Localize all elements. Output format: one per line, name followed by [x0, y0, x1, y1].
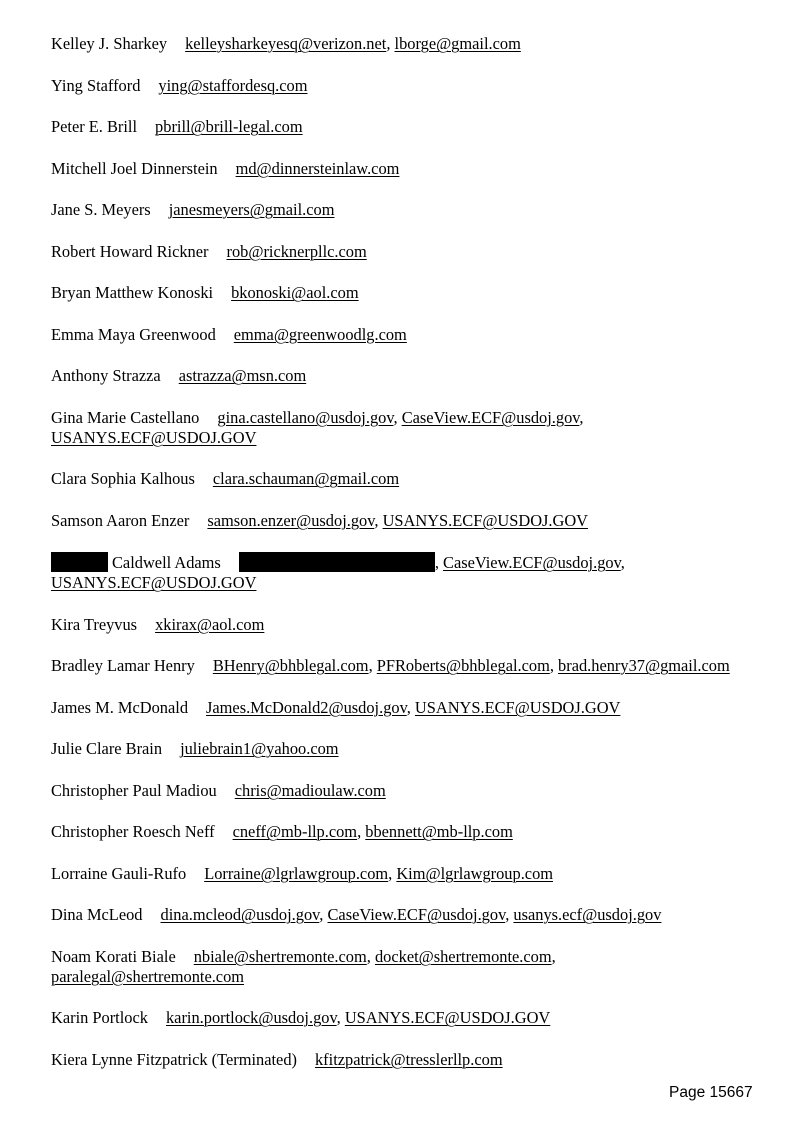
email-link[interactable]: CaseView.ECF@usdoj.gov: [401, 407, 580, 427]
email-link[interactable]: BHenry@bhblegal.com: [212, 656, 369, 675]
attorney-name: Emma Maya Greenwood: [51, 324, 216, 344]
list-item: [51, 76, 751, 96]
email-link[interactable]: usanys.ecf@usdoj.gov: [513, 905, 662, 924]
email-link[interactable]: chris@madioulaw.com: [234, 780, 386, 800]
list-item: [51, 200, 751, 220]
list-item: [51, 325, 751, 345]
email-link[interactable]: xkirax@aol.com: [155, 614, 265, 634]
attorney-name: Gina Marie Castellano: [51, 407, 200, 427]
list-item: Dina McLeod dina.mcleod@usdoj.gov, CaseView.ECF@usdoj.gov, usanys.ecf@usdoj.gov: [51, 905, 662, 924]
attorney-name: Noam Korati Biale: [51, 946, 176, 966]
email-link[interactable]: ying@staffordesq.com: [158, 75, 308, 95]
list-item: [51, 469, 751, 489]
list-item: Gina Marie Castellano gina.castellano@usdoj.gov, CaseView.ECF@usdoj.gov, USANYS.ECF@USDOJ.GOV: [51, 407, 584, 447]
email-link[interactable]: USANYS.ECF@USDOJ.GOV: [382, 510, 589, 530]
email-link[interactable]: samson.enzer@usdoj.gov: [207, 510, 375, 530]
attorney-name: Lorraine Gauli-Rufo: [51, 863, 187, 883]
attorney-name: Dina McLeod: [51, 905, 143, 924]
email-link[interactable]: brad.henry37@gmail.com: [558, 656, 730, 675]
email-link[interactable]: Kim@lgrlawgroup.com: [396, 863, 554, 883]
email-link[interactable]: bkonoski@aol.com: [231, 283, 359, 302]
email-link[interactable]: rob@ricknerpllc.com: [226, 241, 367, 261]
list-item: [51, 159, 751, 179]
attorney-name: Christopher Roesch Neff: [51, 822, 215, 841]
email-link[interactable]: nbiale@shertremonte.com: [193, 946, 367, 966]
attorney-name: Clara Sophia Kalhous: [51, 469, 195, 488]
list-item: Lorraine Gauli-Rufo Lorraine@lgrlawgroup.com, Kim@lgrlawgroup.com: [51, 863, 554, 883]
attorney-name: Mitchell Joel Dinnerstein: [51, 158, 218, 178]
email-link[interactable]: docket@shertremonte.com: [374, 946, 552, 966]
email-link[interactable]: CaseView.ECF@usdoj.gov: [443, 553, 621, 572]
email-link[interactable]: md@dinnersteinlaw.com: [235, 158, 400, 178]
email-link[interactable]: James.McDonald2@usdoj.gov: [206, 697, 407, 717]
list-item: Samson Aaron Enzer samson.enzer@usdoj.gov, USANYS.ECF@USDOJ.GOV: [51, 510, 589, 530]
attorney-name: James M. McDonald: [51, 697, 189, 717]
attorney-name: Anthony Strazza: [51, 366, 161, 385]
attorney-name: Kelley J. Sharkey: [51, 34, 168, 53]
email-link[interactable]: USANYS.ECF@USDOJ.GOV: [414, 697, 621, 717]
list-item: Caldwell Adams , CaseView.ECF@usdoj.gov, USANYS.ECF@USDOJ.GOV: [51, 553, 625, 592]
email-link[interactable]: pbrill@brill-legal.com: [155, 117, 303, 136]
email-link[interactable]: Lorraine@lgrlawgroup.com: [204, 863, 389, 883]
attorney-name: Kira Treyvus: [51, 614, 138, 634]
list-item: Karin Portlock karin.portlock@usdoj.gov, USANYS.ECF@USDOJ.GOV: [51, 1008, 551, 1027]
email-link[interactable]: juliebrain1@yahoo.com: [180, 739, 339, 758]
attorney-name: Bryan Matthew Konoski: [51, 283, 214, 302]
attorney-name: Christopher Paul Madiou: [51, 780, 217, 800]
attorney-name: Caldwell Adams: [112, 553, 221, 572]
email-link[interactable]: CaseView.ECF@usdoj.gov: [327, 905, 506, 924]
email-link[interactable]: janesmeyers@gmail.com: [168, 200, 335, 219]
email-link[interactable]: paralegal@shertremonte.com: [51, 966, 245, 986]
list-item: Noam Korati Biale nbiale@shertremonte.com, docket@shertremonte.com, paralegal@shertremonte.com: [51, 946, 556, 986]
email-link[interactable]: astrazza@msn.com: [178, 366, 307, 385]
service-list: [51, 34, 751, 1084]
redaction-box: [239, 552, 435, 572]
list-item: [51, 615, 751, 635]
attorney-name: Robert Howard Rickner: [51, 241, 209, 261]
email-link[interactable]: USANYS.ECF@USDOJ.GOV: [51, 573, 257, 592]
attorney-name: Peter E. Brill: [51, 117, 138, 136]
email-link[interactable]: kelleysharkeyesq@verizon.net: [185, 34, 387, 53]
list-item: [51, 1050, 751, 1070]
list-item: [51, 739, 751, 759]
attorney-name: Kiera Lynne Fitzpatrick (Terminated): [51, 1049, 297, 1069]
email-link[interactable]: USANYS.ECF@USDOJ.GOV: [51, 427, 257, 447]
list-item: [51, 117, 751, 137]
attorney-name: Samson Aaron Enzer: [51, 510, 190, 530]
email-link[interactable]: kfitzpatrick@tresslerllp.com: [314, 1049, 503, 1069]
email-link[interactable]: bbennett@mb-llp.com: [365, 822, 513, 841]
email-link[interactable]: gina.castellano@usdoj.gov: [217, 407, 394, 427]
email-link[interactable]: emma@greenwoodlg.com: [233, 324, 407, 344]
attorney-name: Julie Clare Brain: [51, 739, 163, 758]
list-item: [51, 366, 751, 386]
list-item: [51, 283, 751, 303]
redaction-box: [51, 552, 108, 572]
list-item: [51, 781, 751, 801]
list-item: James M. McDonald James.McDonald2@usdoj.gov, USANYS.ECF@USDOJ.GOV: [51, 697, 621, 717]
attorney-name: Ying Stafford: [51, 75, 141, 95]
list-item: Kelley J. Sharkey kelleysharkeyesq@verizon.net, lborge@gmail.com: [51, 34, 521, 53]
attorney-name: Karin Portlock: [51, 1008, 148, 1027]
list-item: Christopher Roesch Neff cneff@mb-llp.com, bbennett@mb-llp.com: [51, 822, 513, 841]
list-item: Bradley Lamar Henry BHenry@bhblegal.com, PFRoberts@bhblegal.com, brad.henry37@gmail.com: [51, 656, 730, 675]
email-link[interactable]: USANYS.ECF@USDOJ.GOV: [344, 1008, 551, 1027]
email-link[interactable]: karin.portlock@usdoj.gov: [165, 1008, 337, 1027]
attorney-name: Jane S. Meyers: [51, 200, 151, 219]
email-link[interactable]: dina.mcleod@usdoj.gov: [160, 905, 320, 924]
email-link[interactable]: cneff@mb-llp.com: [232, 822, 358, 841]
page-number: Page 15667: [669, 1084, 753, 1101]
email-link[interactable]: clara.schauman@gmail.com: [212, 469, 400, 488]
email-link[interactable]: PFRoberts@bhblegal.com: [376, 656, 550, 675]
attorney-name: Bradley Lamar Henry: [51, 656, 195, 675]
list-item: [51, 242, 751, 262]
email-link[interactable]: lborge@gmail.com: [394, 34, 521, 53]
